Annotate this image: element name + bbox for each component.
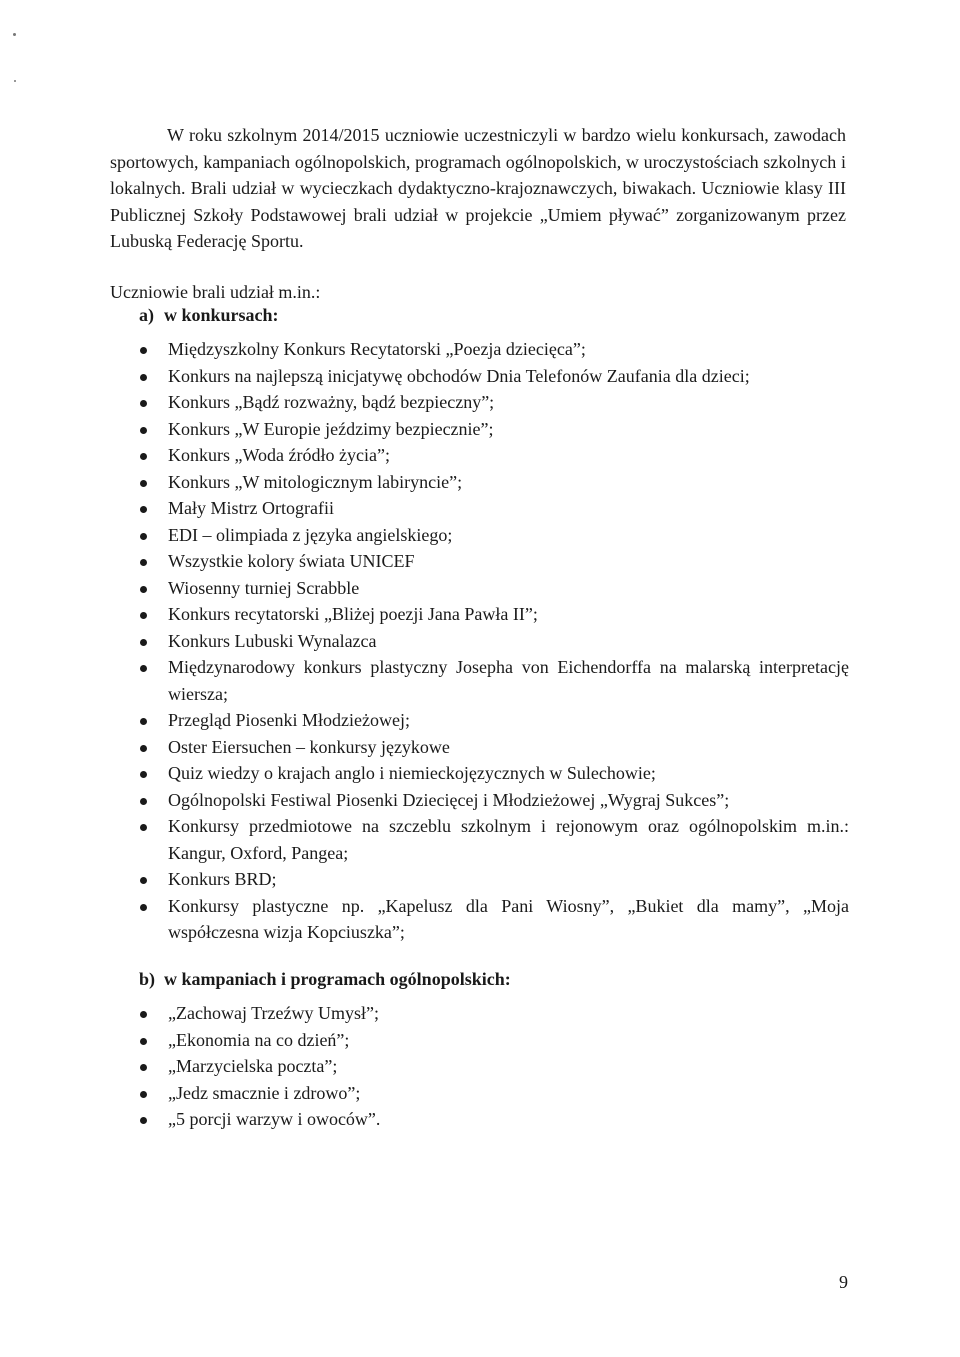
campaign-list — [139, 1000, 849, 1133]
section-title: w kampaniach i programach ogólnopolskich: — [164, 969, 511, 989]
list-item: Konkurs „W Europie jeździmy bezpiecznie”; — [139, 416, 849, 443]
list-item: Quiz wiedzy o krajach anglo i niemieckojęzycznych w Sulechowie; — [139, 760, 849, 787]
intro-paragraph — [110, 122, 846, 255]
list-item: Wszystkie kolory świata UNICEF — [139, 548, 849, 575]
lead-line: Uczniowie brali udział m.in.: — [110, 282, 321, 302]
list-item: Wiosenny turniej Scrabble — [139, 575, 849, 602]
scan-speck — [13, 33, 16, 36]
list-item: Ogólnopolski Festiwal Piosenki Dziecięcej i Młodzieżowej „Wygraj Sukces”; — [139, 787, 849, 814]
list-item: Przegląd Piosenki Młodzieżowej; — [139, 707, 849, 734]
list-item: „Marzycielska poczta”; — [139, 1053, 849, 1080]
list-item: „Ekonomia na co dzień”; — [139, 1027, 849, 1054]
section-title: w konkursach: — [164, 305, 279, 325]
scan-speck — [14, 80, 16, 82]
list-item: Konkurs Lubuski Wynalazca — [139, 628, 849, 655]
list-item: EDI – olimpiada z języka angielskiego; — [139, 522, 849, 549]
list-item: Konkurs „W mitologicznym labiryncie”; — [139, 469, 849, 496]
section-marker: a) — [139, 305, 154, 325]
list-item: „Jedz smacznie i zdrowo”; — [139, 1080, 849, 1107]
section-heading — [139, 303, 849, 327]
list-item: Konkursy przedmiotowe na szczeblu szkolnym i rejonowym oraz ogólnopolskim m.in.: Kangur, Oxford, Pangea; — [139, 813, 849, 866]
list-item: Konkurs „Woda źródło życia”; — [139, 442, 849, 469]
contest-list — [139, 336, 849, 946]
section-heading — [139, 967, 849, 991]
section-campaigns — [139, 967, 849, 1133]
intro-text: W roku szkolnym 2014/2015 uczniowie uczestniczyli w bardzo wielu konkursach, zawodach sportowych, kampaniach ogólnopolskich, programach ogólnopolskich, w uroczystościach szkolnych i lokalnych. Brali udział w wycieczkach dydaktyczno-krajoznawczych, biwakach. Uczniowie klasy III Publicznej Szkoły Podstawowej brali udział w projekcie „Umiem pływać” zorganizowanym przez Lubuską Federację Sportu. — [110, 125, 846, 251]
list-item: Mały Mistrz Ortografii — [139, 495, 849, 522]
list-item: Konkursy plastyczne np. „Kapelusz dla Pani Wiosny”, „Bukiet dla mamy”, „Moja współczesna wizja Kopciuszka”; — [139, 893, 849, 946]
list-item: Konkurs BRD; — [139, 866, 849, 893]
list-item: Konkurs na najlepszą inicjatywę obchodów Dnia Telefonów Zaufania dla dzieci; — [139, 363, 849, 390]
list-item: „5 porcji warzyw i owoców”. — [139, 1106, 849, 1133]
list-item: Międzynarodowy konkurs plastyczny Josepha von Eichendorffa na malarską interpretację wiersza; — [139, 654, 849, 707]
list-item: Międzyszkolny Konkurs Recytatorski „Poezja dziecięca”; — [139, 336, 849, 363]
section-marker: b) — [139, 969, 156, 989]
section-contests — [139, 303, 849, 946]
list-item: Konkurs recytatorski „Bliżej poezji Jana Pawła II”; — [139, 601, 849, 628]
page-number: 9 — [839, 1272, 848, 1292]
list-item: Oster Eiersuchen – konkursy językowe — [139, 734, 849, 761]
list-item: Konkurs „Bądź rozważny, bądź bezpieczny”; — [139, 389, 849, 416]
list-item: „Zachowaj Trzeźwy Umysł”; — [139, 1000, 849, 1027]
